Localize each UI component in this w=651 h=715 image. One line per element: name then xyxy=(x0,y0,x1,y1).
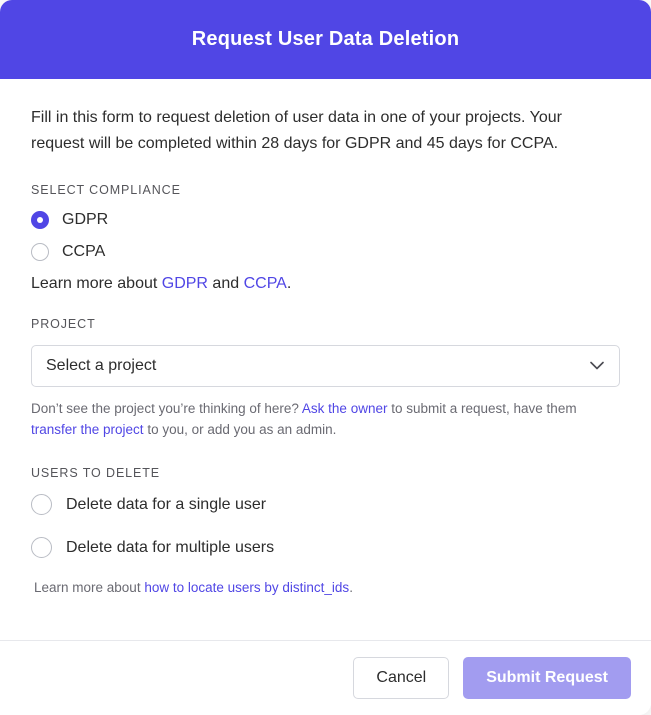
compliance-section-label: SELECT COMPLIANCE xyxy=(31,183,181,197)
project-section-label: PROJECT xyxy=(31,317,96,331)
intro-text: Fill in this form to request deletion of user data in one of your projects. Your request will be completed within 28 days for GDPR and 45 days for CCPA. xyxy=(31,109,562,152)
ask-the-owner-link[interactable]: Ask the owner xyxy=(301,401,388,416)
dialog-footer xyxy=(0,640,651,715)
gdpr-link[interactable]: GDPR xyxy=(161,275,208,292)
project-hint-part1: Don’t see the project you’re thinking of here? xyxy=(31,401,302,416)
radio-multiple-users-icon[interactable] xyxy=(31,537,52,558)
users-section-label: USERS TO DELETE xyxy=(31,466,161,480)
locate-users-link[interactable]: how to locate users by distinct_ids xyxy=(144,580,350,595)
ccpa-link[interactable]: CCPA xyxy=(243,275,287,292)
compliance-option-ccpa-label: CCPA xyxy=(62,243,106,260)
users-option-single-label: Delete data for a single user xyxy=(66,495,267,513)
users-option-multiple-label: Delete data for multiple users xyxy=(66,538,275,556)
users-option-multiple[interactable] xyxy=(31,537,620,558)
compliance-learn-suffix: . xyxy=(286,275,292,292)
dialog-body xyxy=(0,79,651,640)
compliance-learn-middle: and xyxy=(207,275,244,292)
radio-gdpr-icon[interactable] xyxy=(31,211,49,229)
submit-request-button[interactable]: Submit Request xyxy=(463,657,631,699)
radio-ccpa-icon[interactable] xyxy=(31,243,49,261)
project-select-wrap xyxy=(31,345,620,387)
radio-single-user-icon[interactable] xyxy=(31,494,52,515)
dialog-title: Request User Data Deletion xyxy=(191,28,460,50)
users-to-delete-section xyxy=(31,466,620,595)
users-learn-prefix: Learn more about xyxy=(34,580,145,595)
project-hint-part2: to submit a request, have them xyxy=(387,401,577,416)
compliance-learn-prefix: Learn more about xyxy=(31,275,162,292)
compliance-option-ccpa[interactable] xyxy=(31,243,620,261)
users-option-single[interactable] xyxy=(31,494,620,515)
compliance-learn-more xyxy=(31,275,620,293)
compliance-option-gdpr[interactable] xyxy=(31,211,620,229)
cancel-button[interactable]: Cancel xyxy=(353,657,449,699)
project-hint xyxy=(31,398,611,440)
transfer-the-project-link[interactable]: transfer the project xyxy=(31,422,144,437)
dialog-header xyxy=(0,0,651,79)
project-hint-part3: to you, or add you as an admin. xyxy=(143,422,337,437)
project-select[interactable]: Select a project xyxy=(31,345,620,387)
compliance-option-gdpr-label: GDPR xyxy=(62,211,109,228)
users-learn-suffix: . xyxy=(349,580,353,595)
users-learn-more xyxy=(31,580,620,595)
